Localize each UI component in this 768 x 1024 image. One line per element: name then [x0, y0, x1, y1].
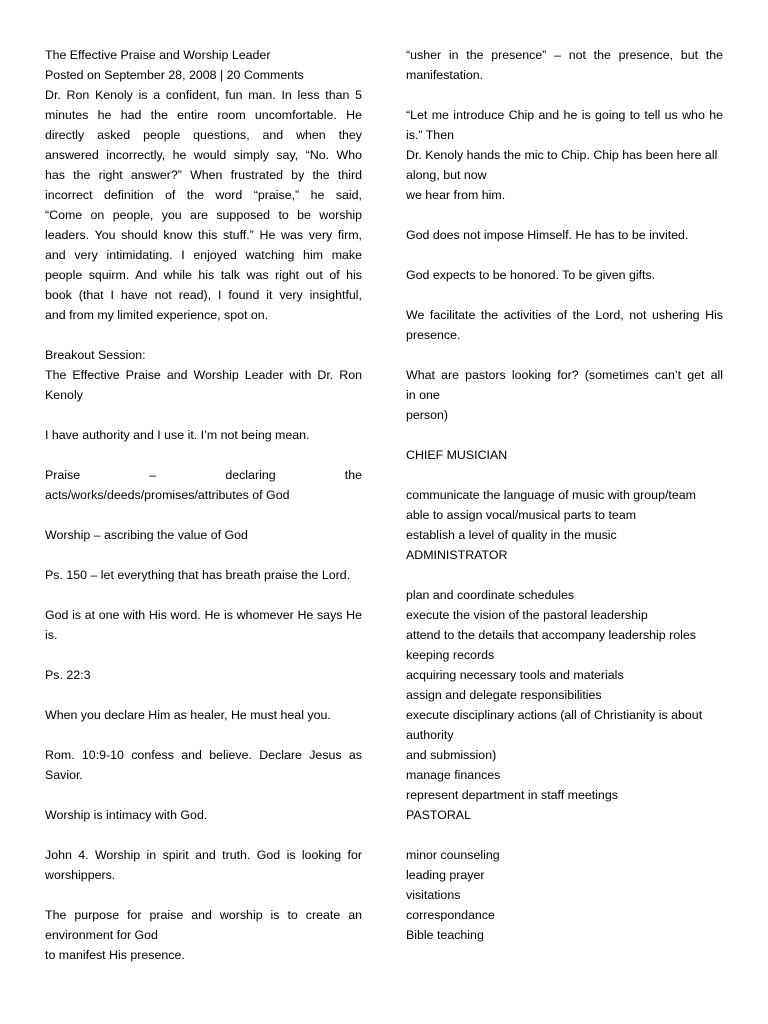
right-text-line: in one: [406, 388, 440, 402]
left-text-line: worshippers.: [45, 868, 116, 882]
left-text-line: has the right answer?” When frustrated by the third: [45, 168, 362, 182]
left-text-line: answered incorrectly, he would simply say, “No. Who: [45, 148, 362, 162]
right-text-line: Bible teaching: [406, 928, 484, 942]
right-blank-line: [406, 245, 723, 265]
left-blank-line: [45, 545, 362, 565]
right-blank-line: [406, 85, 723, 105]
left-text-line: Breakout Session:: [45, 348, 146, 362]
left-text-line: God is at one with His word. He is whomever He says He: [45, 608, 362, 622]
left-text-line: Rom. 10:9-10 confess and believe. Declare Jesus as: [45, 748, 362, 762]
right-text-line: minor counseling: [406, 848, 500, 862]
right-text-line: PASTORAL: [406, 808, 471, 822]
left-text-line: I have authority and I use it. I’m not being mean.: [45, 428, 310, 442]
right-text-line: “Let me introduce Chip and he is going to tell us who he: [406, 108, 723, 122]
left-text-line: Praise – declaring the: [45, 468, 362, 482]
right-text-line: We facilitate the activities of the Lord, not ushering His: [406, 308, 723, 322]
left-blank-line: [45, 725, 362, 745]
right-text-line: CHIEF MUSICIAN: [406, 448, 508, 462]
left-text-line: incorrect definition of the word “praise,” he said,: [45, 188, 362, 202]
left-blank-line: [45, 885, 362, 905]
right-text-line: authority: [406, 728, 454, 742]
left-text-line: minutes he had the entire room uncomfortable. He: [45, 108, 362, 122]
left-text-line: Worship – ascribing the value of God: [45, 528, 248, 542]
right-text-line: able to assign vocal/musical parts to team: [406, 508, 637, 522]
left-text-line: Ps. 150 – let everything that has breath praise the Lord.: [45, 568, 351, 582]
right-text-line: ADMINISTRATOR: [406, 548, 508, 562]
left-blank-line: [45, 645, 362, 665]
left-text-line: Kenoly: [45, 388, 83, 402]
left-blank-line: [45, 785, 362, 805]
left-text-line: John 4. Worship in spirit and truth. God is looking for: [45, 848, 362, 862]
left-text-line: When you declare Him as healer, He must heal you.: [45, 708, 331, 722]
right-text-line: presence.: [406, 328, 461, 342]
right-text-line: visitations: [406, 888, 461, 902]
right-text-line: God expects to be honored. To be given gifts.: [406, 268, 656, 282]
right-text-line: correspondance: [406, 908, 495, 922]
left-blank-line: [45, 685, 362, 705]
left-text-line: Ps. 22:3: [45, 668, 91, 682]
right-text-line: Dr. Kenoly hands the mic to Chip. Chip has been here all: [406, 148, 718, 162]
left-blank-line: [45, 825, 362, 845]
right-text-line: person): [406, 408, 449, 422]
left-blank-line: [45, 585, 362, 605]
right-text-line: God does not impose Himself. He has to be invited.: [406, 228, 689, 242]
right-text-line: keeping records: [406, 648, 495, 662]
right-text-line: leading prayer: [406, 868, 485, 882]
right-blank-line: [406, 345, 723, 365]
left-blank-line: [45, 445, 362, 465]
right-text-line: represent department in staff meetings: [406, 788, 618, 802]
right-text-line: plan and coordinate schedules: [406, 588, 575, 602]
right-text-line: acquiring necessary tools and materials: [406, 668, 624, 682]
left-text-line: “Come on people, you are supposed to be worship: [45, 208, 362, 222]
left-text-line: directly asked people questions, and when they: [45, 128, 362, 142]
right-text-line: manifestation.: [406, 68, 484, 82]
left-blank-line: [45, 325, 362, 345]
right-text-line: communicate the language of music with group/team: [406, 488, 696, 502]
left-text-line: leaders. You should know this stuff.” He was very firm,: [45, 228, 362, 242]
right-text-line: execute the vision of the pastoral leadership: [406, 608, 648, 622]
right-blank-line: [406, 205, 723, 225]
left-text-line: and from my limited experience, spot on.: [45, 308, 269, 322]
right-text-line: along, but now: [406, 168, 487, 182]
left-text-line: environment for God: [45, 928, 158, 942]
left-blank-line: [45, 505, 362, 525]
right-text-line: manage finances: [406, 768, 501, 782]
right-text-line: What are pastors looking for? (sometimes can’t get all: [406, 368, 723, 382]
left-text-line: Savior.: [45, 768, 83, 782]
right-text-line: “usher in the presence” – not the presence, but the: [406, 48, 723, 62]
right-text-line: and submission): [406, 748, 497, 762]
left-text-line: Dr. Ron Kenoly is a confident, fun man. In less than 5: [45, 88, 362, 102]
left-text-line: The Effective Praise and Worship Leader with Dr. Ron: [45, 368, 362, 382]
right-blank-line: [406, 565, 723, 585]
left-text-line: book (that I have not read), I found it very insightful,: [45, 288, 362, 302]
left-text-line: Posted on September 28, 2008 | 20 Comments: [45, 68, 304, 82]
left-text-line: The Effective Praise and Worship Leader: [45, 48, 271, 62]
right-blank-line: [406, 825, 723, 845]
left-text-line: people squirm. And while his talk was right out of his: [45, 268, 362, 282]
right-text-column: [406, 45, 723, 945]
right-text-line: execute disciplinary actions (all of Christianity is about: [406, 708, 703, 722]
left-text-line: and very intimidating. I enjoyed watching him make: [45, 248, 362, 262]
right-blank-line: [406, 285, 723, 305]
right-blank-line: [406, 465, 723, 485]
right-text-line: is.” Then: [406, 128, 454, 142]
right-text-line: establish a level of quality in the music: [406, 528, 617, 542]
left-blank-line: [45, 405, 362, 425]
right-text-line: attend to the details that accompany leadership roles: [406, 628, 696, 642]
left-text-line: Worship is intimacy with God.: [45, 808, 208, 822]
right-blank-line: [406, 425, 723, 445]
right-text-line: we hear from him.: [406, 188, 506, 202]
left-text-column: [45, 45, 362, 965]
right-text-line: assign and delegate responsibilities: [406, 688, 602, 702]
left-text-line: acts/works/deeds/promises/attributes of God: [45, 488, 290, 502]
left-text-line: is.: [45, 628, 58, 642]
left-text-line: The purpose for praise and worship is to create an: [45, 908, 362, 922]
left-text-line: to manifest His presence.: [45, 948, 185, 962]
